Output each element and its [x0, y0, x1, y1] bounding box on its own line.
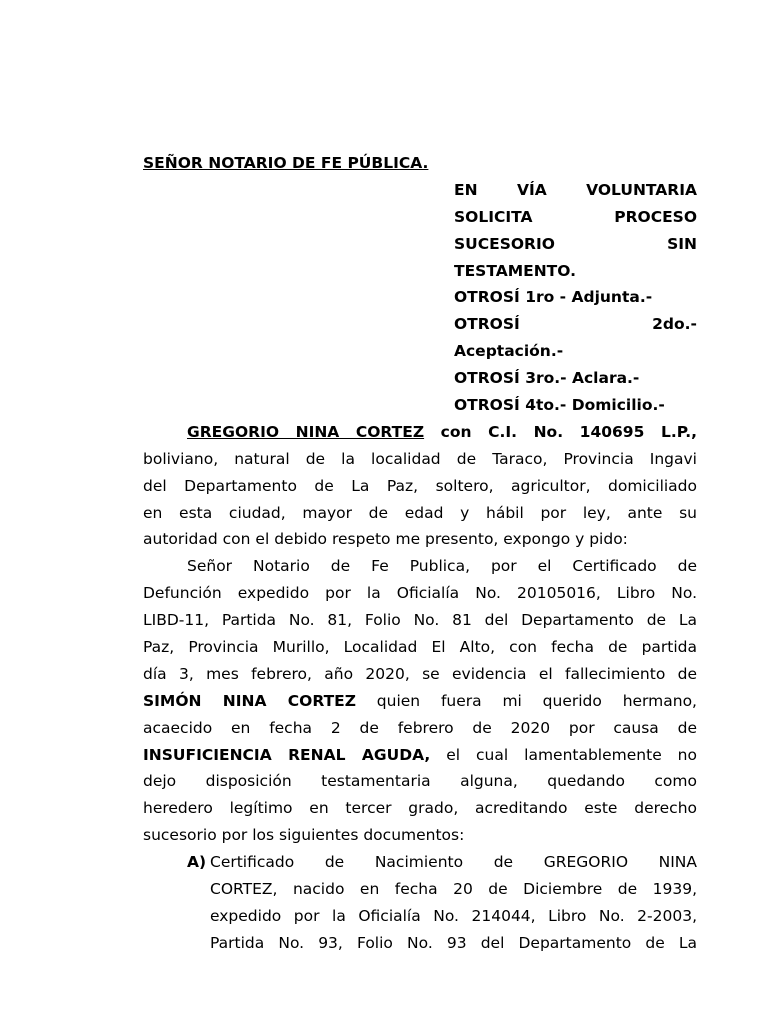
sumilla-line: OTROSÍ 2do.- [454, 315, 697, 334]
paragraph-line: LIBD-11, Partida No. 81, Folio No. 81 del Departamento de La [143, 611, 697, 630]
sumilla-block [454, 177, 697, 419]
list-item-line: expedido por la Oficialía No. 214044, Libro No. 2-2003, [210, 906, 697, 925]
sumilla-line: SOLICITA PROCESO [454, 207, 697, 226]
cause-of-death: INSUFICIENCIA RENAL AGUDA, [143, 745, 431, 764]
list-marker: A) [187, 853, 207, 872]
paragraph-facts [143, 553, 697, 849]
paragraph-line: heredero legítimo en tercer grado, acreditando este derecho [143, 799, 697, 818]
paragraph-line: dejo disposición testamentaria alguna, quedando como [143, 772, 697, 791]
deceased-rest: quien fuera mi querido hermano, [355, 691, 697, 710]
list-item-a [143, 849, 697, 957]
paragraph-line: en esta ciudad, mayor de edad y hábil por ley, ante su [143, 503, 697, 522]
paragraph-line: acaecido en fecha 2 de febrero de 2020 por causa de [143, 718, 697, 737]
cause-line [143, 742, 697, 769]
sumilla-line: SUCESORIO SIN [454, 234, 697, 253]
paragraph-line: del Departamento de La Paz, soltero, agricultor, domiciliado [143, 476, 697, 495]
paragraph-line: boliviano, natural de la localidad de Taraco, Provincia Ingavi [143, 449, 697, 468]
list-item-line: Certificado de Nacimiento de GREGORIO NINA [210, 853, 697, 872]
paragraph-line: Paz, Provincia Murillo, Localidad El Alto, con fecha de partida [143, 638, 697, 657]
sumilla-line: OTROSÍ 3ro.- Aclara.- [454, 369, 640, 388]
document-page [143, 150, 697, 957]
list-item-line: CORTEZ, nacido en fecha 20 de Diciembre de 1939, [210, 880, 697, 899]
deceased-name: SIMÓN NINA CORTEZ [143, 691, 356, 710]
sumilla-line: EN VÍA VOLUNTARIA [454, 180, 697, 199]
cause-rest: el cual lamentablemente no [430, 745, 697, 764]
list-item-line: Partida No. 93, Folio No. 93 del Departamento de La [210, 933, 697, 952]
sumilla-line: Aceptación.- [454, 342, 564, 361]
paragraph-line: Defunción expedido por la Oficialía No. 20105016, Libro No. [143, 584, 697, 603]
sumilla-line: OTROSÍ 4to.- Domicilio.- [454, 396, 665, 415]
paragraph-line: sucesorio por los siguientes documentos: [143, 826, 465, 845]
petitioner-ci: con C.I. No. 140695 L.P., [424, 422, 698, 441]
paragraph-line: autoridad con el debido respeto me presento, expongo y pido: [143, 530, 628, 549]
paragraph-presentation [143, 419, 697, 553]
sumilla-line: OTROSÍ 1ro - Adjunta.- [454, 288, 653, 307]
document-heading: SEÑOR NOTARIO DE FE PÚBLICA. [143, 154, 429, 172]
petitioner-name: GREGORIO NINA CORTEZ [187, 422, 425, 441]
sumilla-line: TESTAMENTO. [454, 261, 576, 280]
deceased-line [143, 688, 697, 715]
paragraph-line: día 3, mes febrero, año 2020, se evidencia el fallecimiento de [143, 664, 697, 683]
paragraph-line: Señor Notario de Fe Publica, por el Certificado de [187, 557, 697, 576]
presentation-first-line [143, 419, 697, 446]
